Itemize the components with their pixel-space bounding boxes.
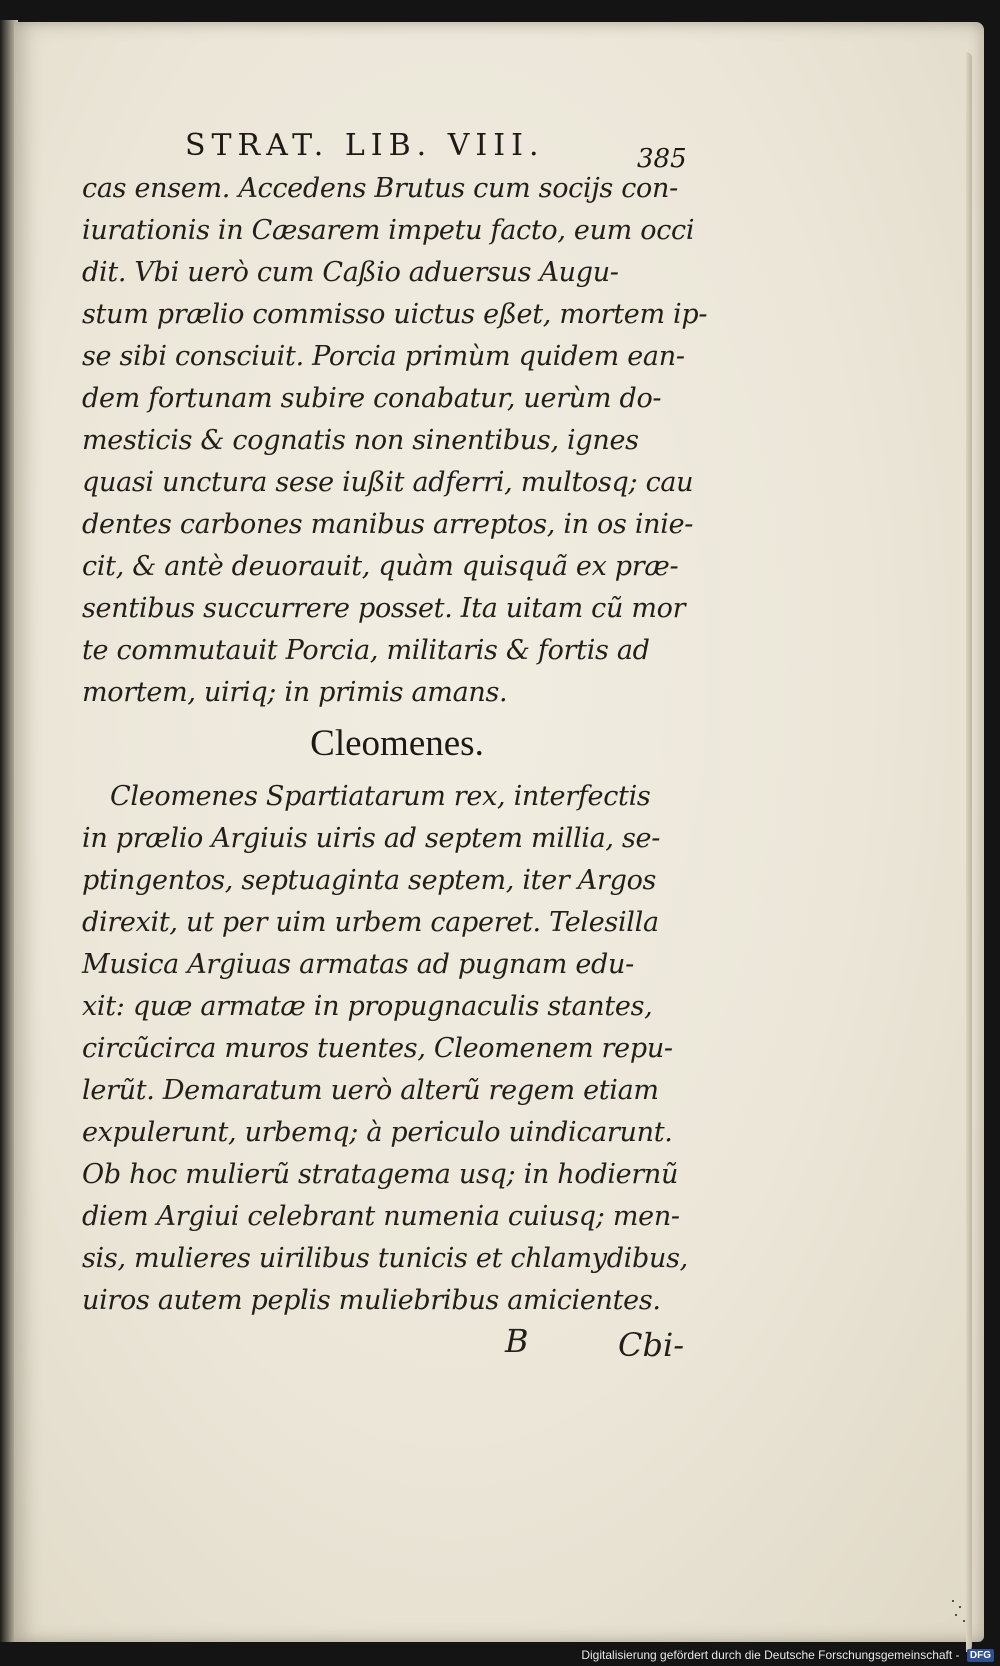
- text-line: lerũt. Demaratum uerò alterũ regem etiam: [82, 1075, 659, 1106]
- text-line: diem Argiui celebrant numenia cuiusq; men-: [82, 1201, 680, 1232]
- section-heading: Cleomenes.: [310, 723, 484, 764]
- text-line: cit, & antè deuorauit, quàm quisquã ex præ-: [82, 551, 679, 582]
- paper-specks: [950, 1596, 970, 1626]
- text-line: stum prælio commisso uictus eßet, mortem ip-: [82, 299, 708, 330]
- text-line: direxit, ut per uim urbem caperet. Telesilla: [82, 907, 659, 938]
- text-line: iurationis in Cæsarem impetu facto, eum occi: [82, 215, 695, 246]
- page-number: 385: [637, 144, 687, 174]
- catchword: Cbi-: [618, 1326, 685, 1364]
- text-line: mortem, uiriq; in primis amans.: [82, 677, 508, 708]
- text-line: te commutauit Porcia, militaris & fortis ad: [82, 635, 650, 666]
- text-line: ptingentos, septuaginta septem, iter Argos: [82, 865, 657, 896]
- text-line: mesticis & cognatis non sinentibus, ignes: [82, 425, 639, 456]
- text-line: dit. Vbi uerò cum Caßio aduersus Augu-: [82, 257, 619, 288]
- credit-text: Digitalisierung gefördert durch die Deutsche Forschungsgemeinschaft -: [581, 1647, 960, 1662]
- text-line: circũcirca muros tuentes, Cleomenem repu-: [82, 1033, 673, 1064]
- text-line: expulerunt, urbemq; à periculo uindicarunt.: [82, 1117, 673, 1148]
- dfg-logo: DFG: [967, 1649, 994, 1662]
- text-line: dem fortunam subire conabatur, uerùm do-: [82, 383, 662, 414]
- text-line: uiros autem peplis muliebribus amicientes.: [82, 1285, 661, 1316]
- digitization-credit: [581, 1648, 994, 1662]
- text-line: dentes carbones manibus arreptos, in os inie-: [82, 509, 694, 540]
- text-line: Ob hoc mulierũ stratagema usq; in hodiernũ: [82, 1159, 679, 1190]
- text-line: xit: quæ armatæ in propugnaculis stantes,: [82, 991, 653, 1022]
- page-edge: [966, 52, 972, 1652]
- text-line: quasi unctura sese iußit adferri, multosq; cau: [82, 467, 694, 498]
- paragraph-cleomenes: [82, 776, 688, 1322]
- running-head: STRAT. LIB. VIII.: [185, 128, 545, 163]
- paragraph-porcia: [82, 168, 708, 714]
- text-line: sentibus succurrere posset. Ita uitam cũ mor: [82, 593, 686, 624]
- text-line: Musica Argiuas armatas ad pugnam edu-: [82, 949, 634, 980]
- text-line: se sibi consciuit. Porcia primùm quidem ean-: [82, 341, 685, 372]
- text-block: [82, 168, 708, 1322]
- signature-mark: B: [505, 1322, 529, 1360]
- page-footer: [0, 1322, 1000, 1362]
- text-line: sis, mulieres uirilibus tunicis et chlamydibus,: [82, 1243, 688, 1274]
- text-line: Cleomenes Spartiatarum rex, interfectis: [110, 781, 651, 812]
- text-line: cas ensem. Accedens Brutus cum socijs con-: [82, 173, 678, 204]
- text-line: in prælio Argiuis uiris ad septem millia, se-: [82, 823, 661, 854]
